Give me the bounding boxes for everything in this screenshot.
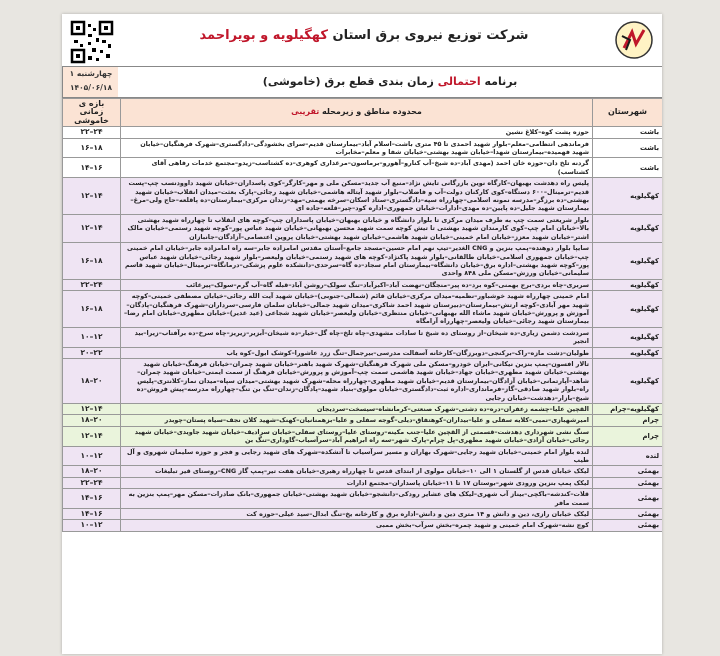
- table-row: [63, 446, 663, 466]
- table-row: [63, 347, 663, 358]
- cell-time: ۱۴–۱۶: [63, 158, 121, 178]
- table-row: [63, 358, 663, 403]
- qr-code-icon: [70, 20, 114, 64]
- cell-city: چرام: [593, 426, 663, 446]
- cell-area: گردنه تلخ دان–حوزه خان احمد (مهدی آباد–ده شیخ–آب کنارو–آهورو–برماسون–مرغداری کوهری–ده کشتاسب–زیدو–مجتمع خدمات رفاهی آقای کشتاسب): [121, 158, 593, 178]
- cell-area: امیرشهبازی–نمیی–کلایه سفلی و علیا–بیداران–کوهتفاق–دیلی–گوجه سفلی و علیا–بزهمنانیان–کهنک–شهید کلان نجف–سیاه پستان–چوبدر: [121, 415, 593, 426]
- table-row: [63, 415, 663, 426]
- cell-time: ۲۲–۲۴: [63, 477, 121, 488]
- table-row: [63, 489, 663, 509]
- cell-area: طولیان–دشت مازه–راک–برکنجی–دوبرزگان–کارخانه آسفالت مدرسی–بیرجمال–تنگ زرد عاشورا–کوشک ابول–کوه یاب: [121, 347, 593, 358]
- cell-time: ۲۰–۲۲: [63, 347, 121, 358]
- table-row: [63, 509, 663, 520]
- cell-city: بهمئی: [593, 520, 663, 531]
- cell-time: ۲۲–۲۴: [63, 279, 121, 290]
- date-label: ۱۴۰۵/۰۶/۱۸: [69, 83, 113, 92]
- table-row: [63, 243, 663, 280]
- cell-area: لنده بلوار امام خمینی–خیابان شهید رجایی–شهرک بهاران و مسیر سرآسیاب تا آتشکده–شهرک های شهید رجایی و فجر و حوزه سلیمان شهروی و آل طیب: [121, 446, 593, 466]
- cell-time: ۱۰–۱۲: [63, 520, 121, 531]
- cell-city: باشت: [593, 158, 663, 178]
- cell-city: باشت: [593, 127, 663, 138]
- cell-area: لیکک خیابان رازی، دین و دانش و ۱۴ متری دین و دانش–اداره برق و کارخانه یخ–تنگ ابدال–سید عیلی–حوزه کت: [121, 509, 593, 520]
- table-row: [63, 291, 663, 328]
- cell-time: ۱۶–۱۸: [63, 243, 121, 280]
- table-row: [63, 214, 663, 242]
- cell-city: کهگیلویه: [593, 291, 663, 328]
- outage-schedule-table: [62, 98, 662, 532]
- cell-area: پلیس راه دهدشت بهبهان–کارگاه نوین بازرگانی تایش نژاد–منبع آب جدید–مسکن ملی و مهر–کارگر–کوی پاسداران–خیابان شهید داوودنسب چپ–پست قدیم–ترمینال–۶۰۰ دستگاه–کوی کارکنان دولت–آب و فاضلاب–بلوار شهید آیتاله هاشمی–خیابان شهید رجائی–پارک بعثت–میدان انقلاب–خیابان شهید بهشتی–ده برزگر–مدرسه نمونه اسلامی–چهارراه سپه–دادگستری–ستاد اسکان–سرخه بهمنی–مهد–زندان مرکزی–بیمارستان–ده پاقلعه–حاج ولی–مرغ–بیمارستان شهید جلیل–ده پایین–ده مهدی–ادارات–خیابان جمهوری–اداره کود–چیر–قلعه–جاده ای: [121, 178, 593, 215]
- cell-city: کهگیلویه–چرام: [593, 404, 663, 415]
- cell-city: کهگیلویه: [593, 358, 663, 403]
- table-row: [63, 127, 663, 138]
- table-row: [63, 178, 663, 215]
- schedule-document: [62, 14, 662, 654]
- cell-area: امام خمینی چهارراه شهید خوشباور–نظمیه–میدان مرکزی–خیابان قائم (شمالی–جنوبی)–خیابان شهید آیت الله رجائی–خیابان مصطفی خمینی–کوچه شهید مهر آبادی–کوچه ارتش–بیمارستان–دبیرستان شهید احمد شاکری–میدان شهید جمالی–خیابان سلمان فارسی–سرداران–شهرک فرهنگیان–پادگان–آموزش و پرورش–خیابان شهید ماشاء الله بهبهانی–خیابان منتظری–خیابان ولیعصر–خیابان شهید شجاعی (عید غدیر)–خیابان مطهری–خیابان امام رضا–بیمارستان شهید رجائی–خیابان ولیعصر–چهارراه آرامگاه: [121, 291, 593, 328]
- utility-logo-icon: [614, 20, 654, 60]
- cell-city: لنده: [593, 446, 663, 466]
- table-row: [63, 426, 663, 446]
- cell-time: ۱۶–۱۸: [63, 138, 121, 158]
- table-row: [63, 466, 663, 477]
- cell-city: کهگیلویه: [593, 214, 663, 242]
- cell-time: ۱۸–۲۰: [63, 358, 121, 403]
- cell-city: بهمئی: [593, 477, 663, 488]
- header-time: بازه ی زمانی خاموشی: [63, 99, 121, 127]
- cell-area: فرماندهی انتظامی–معلم–بلوار شهید احمدی تا ۴۵ متری باشت–اسلام آباد–بیمارستان قدیم–سرای بخشودگی–دادگستری–شهرک فرهنگیان–خیابان شهید فهمیده–بیمارستان شهدا–خیابان شهید بهشتی–خیابان شفا و معلم–مخابرات: [121, 138, 593, 158]
- cell-area: سنگ نشی شهرداری دهدشت–قسمتی از القچین علیا–جنب مکینه–روستای علیا–روستای سفلی–خیابان سرادیف–خیابان شهید جاویدی–خیابان شهید رجائی–خیابان آزادی–خیابان شهید مطهری–پل چرام–پارک شهر–سه راه ابراهیم آباد–سرآسیاب–گاوداری–تنگ بن: [121, 426, 593, 446]
- cell-area: کوچ نشه–شهرک امام خمینی و شهید چمره–بخش سرآب–بخش ممبی: [121, 520, 593, 531]
- cell-city: بهمئی: [593, 509, 663, 520]
- cell-time: ۱۸–۲۰: [63, 415, 121, 426]
- cell-city: بهمئی: [593, 489, 663, 509]
- cell-time: ۱۶–۱۸: [63, 291, 121, 328]
- cell-area: لیکک پمپ بنزین ورودی شهر–بوستان ۱۷ تا ۱۱–خیابان پاسداران–مجتمع ادارات: [121, 477, 593, 488]
- header-city: شهرستان: [593, 99, 663, 127]
- date-box: [62, 67, 120, 97]
- cell-city: بهمئی: [593, 466, 663, 477]
- cell-area: قلات–کندشه–باکچی–بیناز آب شهری–لیکک های عشایر رودکی–دانشجو–خیابان شهید بهشتی–خیابان جمهوری–بانک صادرات–مسکن مهر–پمپ بنزین به سمت مافر: [121, 489, 593, 509]
- cell-city: کهگیلویه: [593, 279, 663, 290]
- cell-city: باشت: [593, 138, 663, 158]
- cell-area: حوزه پشت کوه–کلاغ نشین: [121, 127, 593, 138]
- table-row: [63, 520, 663, 531]
- cell-time: ۱۲–۱۴: [63, 426, 121, 446]
- table-row: [63, 158, 663, 178]
- table-row: [63, 138, 663, 158]
- cell-time: ۲۲–۲۴: [63, 127, 121, 138]
- cell-city: کهگیلویه: [593, 327, 663, 347]
- program-row: [62, 67, 662, 98]
- table-row: [63, 327, 663, 347]
- table-header-row: [63, 99, 663, 127]
- cell-area: لیکک خیابان قدس از گلستان ۱ الی ۱۰–خیابان مولوی از ابتدای قدس تا چهارراه رهبری–خیابان هفت تیر–پمپ گاز CNG–روستای قیر تبلیغات: [121, 466, 593, 477]
- cell-time: ۱۴–۱۶: [63, 509, 121, 520]
- cell-time: ۱۲–۱۴: [63, 214, 121, 242]
- cell-city: چرام: [593, 415, 663, 426]
- header-area: محدوده مناطق و زیرمحله تقریبی: [121, 99, 593, 127]
- cell-city: کهگیلویه: [593, 178, 663, 215]
- table-row: [63, 279, 663, 290]
- cell-time: ۱۰–۱۲: [63, 327, 121, 347]
- company-title: شرکت توزیع نیروی برق استان کهگیلویه و بویراحمد: [199, 28, 529, 43]
- document-header: [62, 14, 662, 67]
- cell-time: ۱۲–۱۴: [63, 404, 121, 415]
- cell-city: کهگیلویه: [593, 347, 663, 358]
- cell-time: ۱۸–۲۰: [63, 466, 121, 477]
- cell-city: کهگیلویه: [593, 243, 663, 280]
- table-row: [63, 404, 663, 415]
- program-title: برنامه احتمالی زمان بندی قطع برق (خاموشی): [118, 67, 662, 97]
- cell-area: تالار افسون–پمپ بنزین نیکانی–ایران خودرو–مسکن ملی شهرک فرهنگیان–شهرک شهید باهنر–خیابان شهید چمران–خیابان فرهنگ–خیابان شهید بهشتی–خیابان شهید مطهری–خیابان جهاد–خیابان شهید هاشمی سمت چپ–آموزش و پرورش–خیابان فرهنگ از سمت ایمنی–خیابان شهید چمران–شاهد–آپارتمانی–خیابان آزادگان–بیمارستان قدیم–خیابان شهید مطهری–چهارراه محله–شهرک شهید بهشتی–میدان سپاه–میدان نماز–کلانتری–پلیس راه–بلوار شهید صادقی–گاز–فرمانداری–اداره ثبت–دادگستری–خیابان مولوی–بنیاد شهید–پادگان–زندان–تنگ بن تنگ–چهارراه مدرسه–پیش فروش–ده شیخ–بازار–دهدشت–خیابان رجایی: [121, 358, 593, 403]
- cell-area: سربری–چاه بردی–برج بهمنی–کوه برد–ده پیر–منجگان–نهضت آباد–اکبرآباد–تنگ سولک–روشن آباد–قبله گاه–آب گرم–سولک–پیرغائب: [121, 279, 593, 290]
- cell-area: سایپا بلوار دوهنده–پمپ بنزین و CNG الغدیر–تیپ نهم امام حسین–مسجد جامع–آستان مقدس امامزاده جابر–سه راه امامزاده جابر–خیابان امام خمینی چپ–خیابان جمهوری اسلامی–خیابان طالقانی–بلوار شهید پاکنژاد–کوچه های شهید رستمی–خیابان ولیعصر–بلوار شهید رجائی–خیابان شهید عباس پور–کوچه شهید بهشتی–اداره برق–خیابان دانشگاه–بیمارستان امام سجاد–ده گاه–سرحدی–دانشکده علوم پزشکی–درمانگاه–ترمینال–خیابان شهید قاسم سلیمانی–خیابان ورزش–مسکن ملی ۸۴۸ واحدی: [121, 243, 593, 280]
- table-row: [63, 477, 663, 488]
- weekday-label: چهارشنبه ۱: [69, 69, 113, 78]
- cell-time: ۱۴–۱۶: [63, 489, 121, 509]
- cell-area: سردشت دشمن زیاری–ده شیخان–از روستای ده شیخ تا سادات مشهدی–چاه تلخ–چاه گل–خیار–ده شیخان–آبزیر–زیریز–چاه سرخ–ده برآفتاب–زیرا–بید انجیر: [121, 327, 593, 347]
- cell-time: ۱۰–۱۲: [63, 446, 121, 466]
- cell-time: ۱۲–۱۴: [63, 178, 121, 215]
- cell-area: القچین علیا–چشمه زعفران–دره–ده دشتی–شهرک صنعتی–کرمانشاه–سیسخت–سردیجان: [121, 404, 593, 415]
- cell-area: بلوار شریعتی سمت چپ به طرف میدان مرکزی تا بلوار دانشگاه و خیابان بهبهان–خیابان پاسداران چپ–کوچه های انقلاب تا چهارراه شهید بهشتی بالا–خیابان امام چپ–کوی کارمندان شهید بهشتی تا تیش کوچه سمت شهید محسن بهبهانی–خیابان شهید عباس پور–کوچه شهید رستمی–خیابان مالک اشتر–خیابان شهید معزز–خیابان امام خمینی–خیابان شهید هاشمی–خیابان شهید بهشتی–خیابان پروین اعتصامی–آزادگان–جانبازان: [121, 214, 593, 242]
